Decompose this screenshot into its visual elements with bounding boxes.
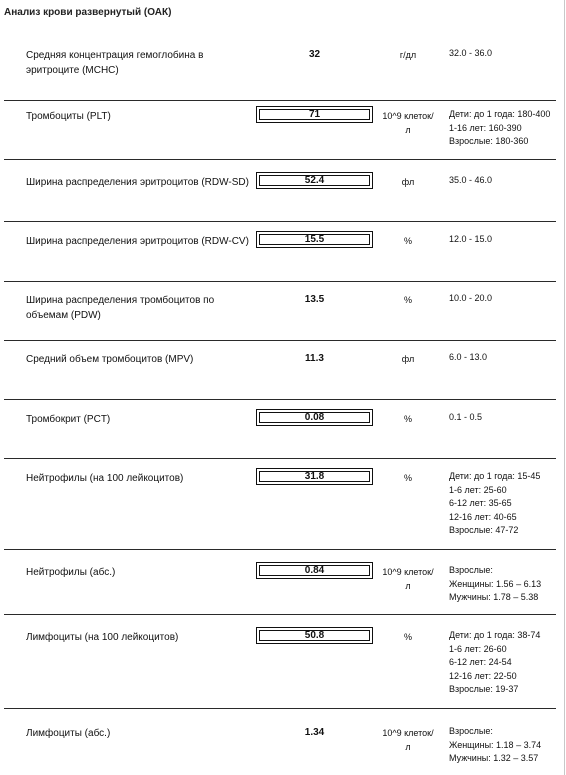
reference-line: 10.0 - 20.0 — [449, 293, 493, 303]
reference-line: 0.1 - 0.5 — [449, 412, 483, 422]
reference-range — [449, 174, 564, 188]
result-value: 71 — [308, 109, 321, 120]
reference-range — [449, 629, 564, 697]
reference-line: 12-16 лет: 22-50 — [449, 670, 517, 681]
reference-line: Дети: до 1 года: 180-400 — [449, 109, 551, 119]
row-divider — [4, 549, 556, 550]
reference-line: Взрослые: — [449, 565, 493, 575]
reference-line: Женщины: 1.18 – 3.74 — [449, 739, 542, 750]
reference-line: 32.0 - 36.0 — [449, 48, 493, 58]
result-value: 11.3 — [305, 353, 324, 364]
reference-line: Взрослые: 19-37 — [449, 684, 519, 694]
reference-line: 6-12 лет: 24-54 — [449, 657, 512, 667]
reference-line: Дети: до 1 года: 38-74 — [449, 630, 541, 640]
reference-line: 35.0 - 46.0 — [449, 175, 493, 185]
result-value: 1.34 — [304, 727, 325, 738]
unit: % — [403, 236, 412, 246]
test-name: Тромбокрит (PCT) — [26, 414, 111, 425]
unit: % — [403, 414, 412, 424]
reference-line: Взрослые: 180-360 — [449, 136, 529, 146]
row-divider — [4, 708, 556, 709]
right-border — [564, 0, 565, 775]
unit: % — [403, 632, 412, 642]
result-value-flagged — [256, 468, 373, 485]
result-value: 0.08 — [304, 412, 325, 423]
reference-line: Мужчины: 1.78 – 5.38 — [449, 592, 539, 602]
unit: фл — [401, 354, 415, 364]
reference-range — [449, 108, 564, 149]
reference-line: 1-6 лет: 25-60 — [449, 484, 507, 495]
result-value: 0.84 — [304, 565, 325, 576]
row-divider — [4, 100, 556, 101]
result-value: 31.8 — [304, 471, 325, 482]
unit: % — [403, 473, 412, 483]
result-value-flagged — [256, 172, 373, 189]
unit: 10^9 клеток/л — [382, 567, 434, 591]
test-name: Средняя концентрация гемоглобина в эритроците (MCHC) — [26, 50, 204, 76]
result-value-flagged — [256, 562, 373, 579]
reference-line: Мужчины: 1.32 – 3.57 — [449, 753, 539, 763]
test-name: Ширина распределения эритроцитов (RDW-SD) — [26, 177, 249, 188]
result-value-flagged — [256, 106, 373, 123]
result-value: 50.8 — [304, 630, 325, 641]
row-divider — [4, 340, 556, 341]
reference-line: 1-16 лет: 160-390 — [449, 122, 522, 133]
unit: 10^9 клеток/л — [382, 728, 434, 752]
reference-line: Взрослые: 47-72 — [449, 525, 519, 535]
test-name: Лимфоциты (на 100 лейкоцитов) — [26, 632, 179, 643]
unit: 10^9 клеток/л — [382, 111, 434, 135]
test-name: Ширина распределения эритроцитов (RDW-CV) — [26, 236, 249, 247]
row-divider — [4, 159, 556, 160]
result-value-flagged — [256, 409, 373, 426]
reference-range — [449, 292, 564, 306]
reference-line: 12-16 лет: 40-65 — [449, 511, 517, 522]
reference-line: Дети: до 1 года: 15-45 — [449, 471, 541, 481]
test-name: Нейтрофилы (абс.) — [26, 567, 116, 578]
row-divider — [4, 614, 556, 615]
result-value-flagged — [256, 231, 373, 248]
section-title: Анализ крови развернутый (ОАК) — [4, 7, 172, 18]
reference-line: Взрослые: — [449, 726, 493, 736]
result-value: 32 — [308, 49, 321, 60]
reference-line: Женщины: 1.56 – 6.13 — [449, 578, 542, 589]
result-value: 13.5 — [304, 294, 325, 305]
reference-range — [449, 725, 564, 766]
test-name: Ширина распределения тромбоцитов по объемам (PDW) — [26, 295, 215, 321]
result-value: 52.4 — [304, 175, 325, 186]
reference-line: 12.0 - 15.0 — [449, 234, 493, 244]
row-divider — [4, 221, 556, 222]
reference-range — [449, 351, 564, 365]
reference-range — [449, 411, 564, 425]
reference-line: 6.0 - 13.0 — [449, 352, 488, 362]
unit: г/дл — [399, 50, 417, 60]
unit: фл — [401, 177, 415, 187]
result-value-flagged — [256, 627, 373, 644]
row-divider — [4, 281, 556, 282]
reference-range — [449, 470, 564, 538]
row-divider — [4, 458, 556, 459]
reference-line: 6-12 лет: 35-65 — [449, 498, 512, 508]
test-name: Нейтрофилы (на 100 лейкоцитов) — [26, 473, 184, 484]
test-name: Тромбоциты (PLT) — [26, 111, 111, 122]
test-name: Лимфоциты (абс.) — [26, 728, 111, 739]
row-divider — [4, 399, 556, 400]
reference-range — [449, 564, 564, 605]
test-name: Средний объем тромбоцитов (MPV) — [26, 354, 194, 365]
reference-line: 1-6 лет: 26-60 — [449, 643, 507, 654]
unit: % — [403, 295, 412, 305]
reference-range — [449, 47, 564, 61]
reference-range — [449, 233, 564, 247]
result-value: 15.5 — [304, 234, 325, 245]
